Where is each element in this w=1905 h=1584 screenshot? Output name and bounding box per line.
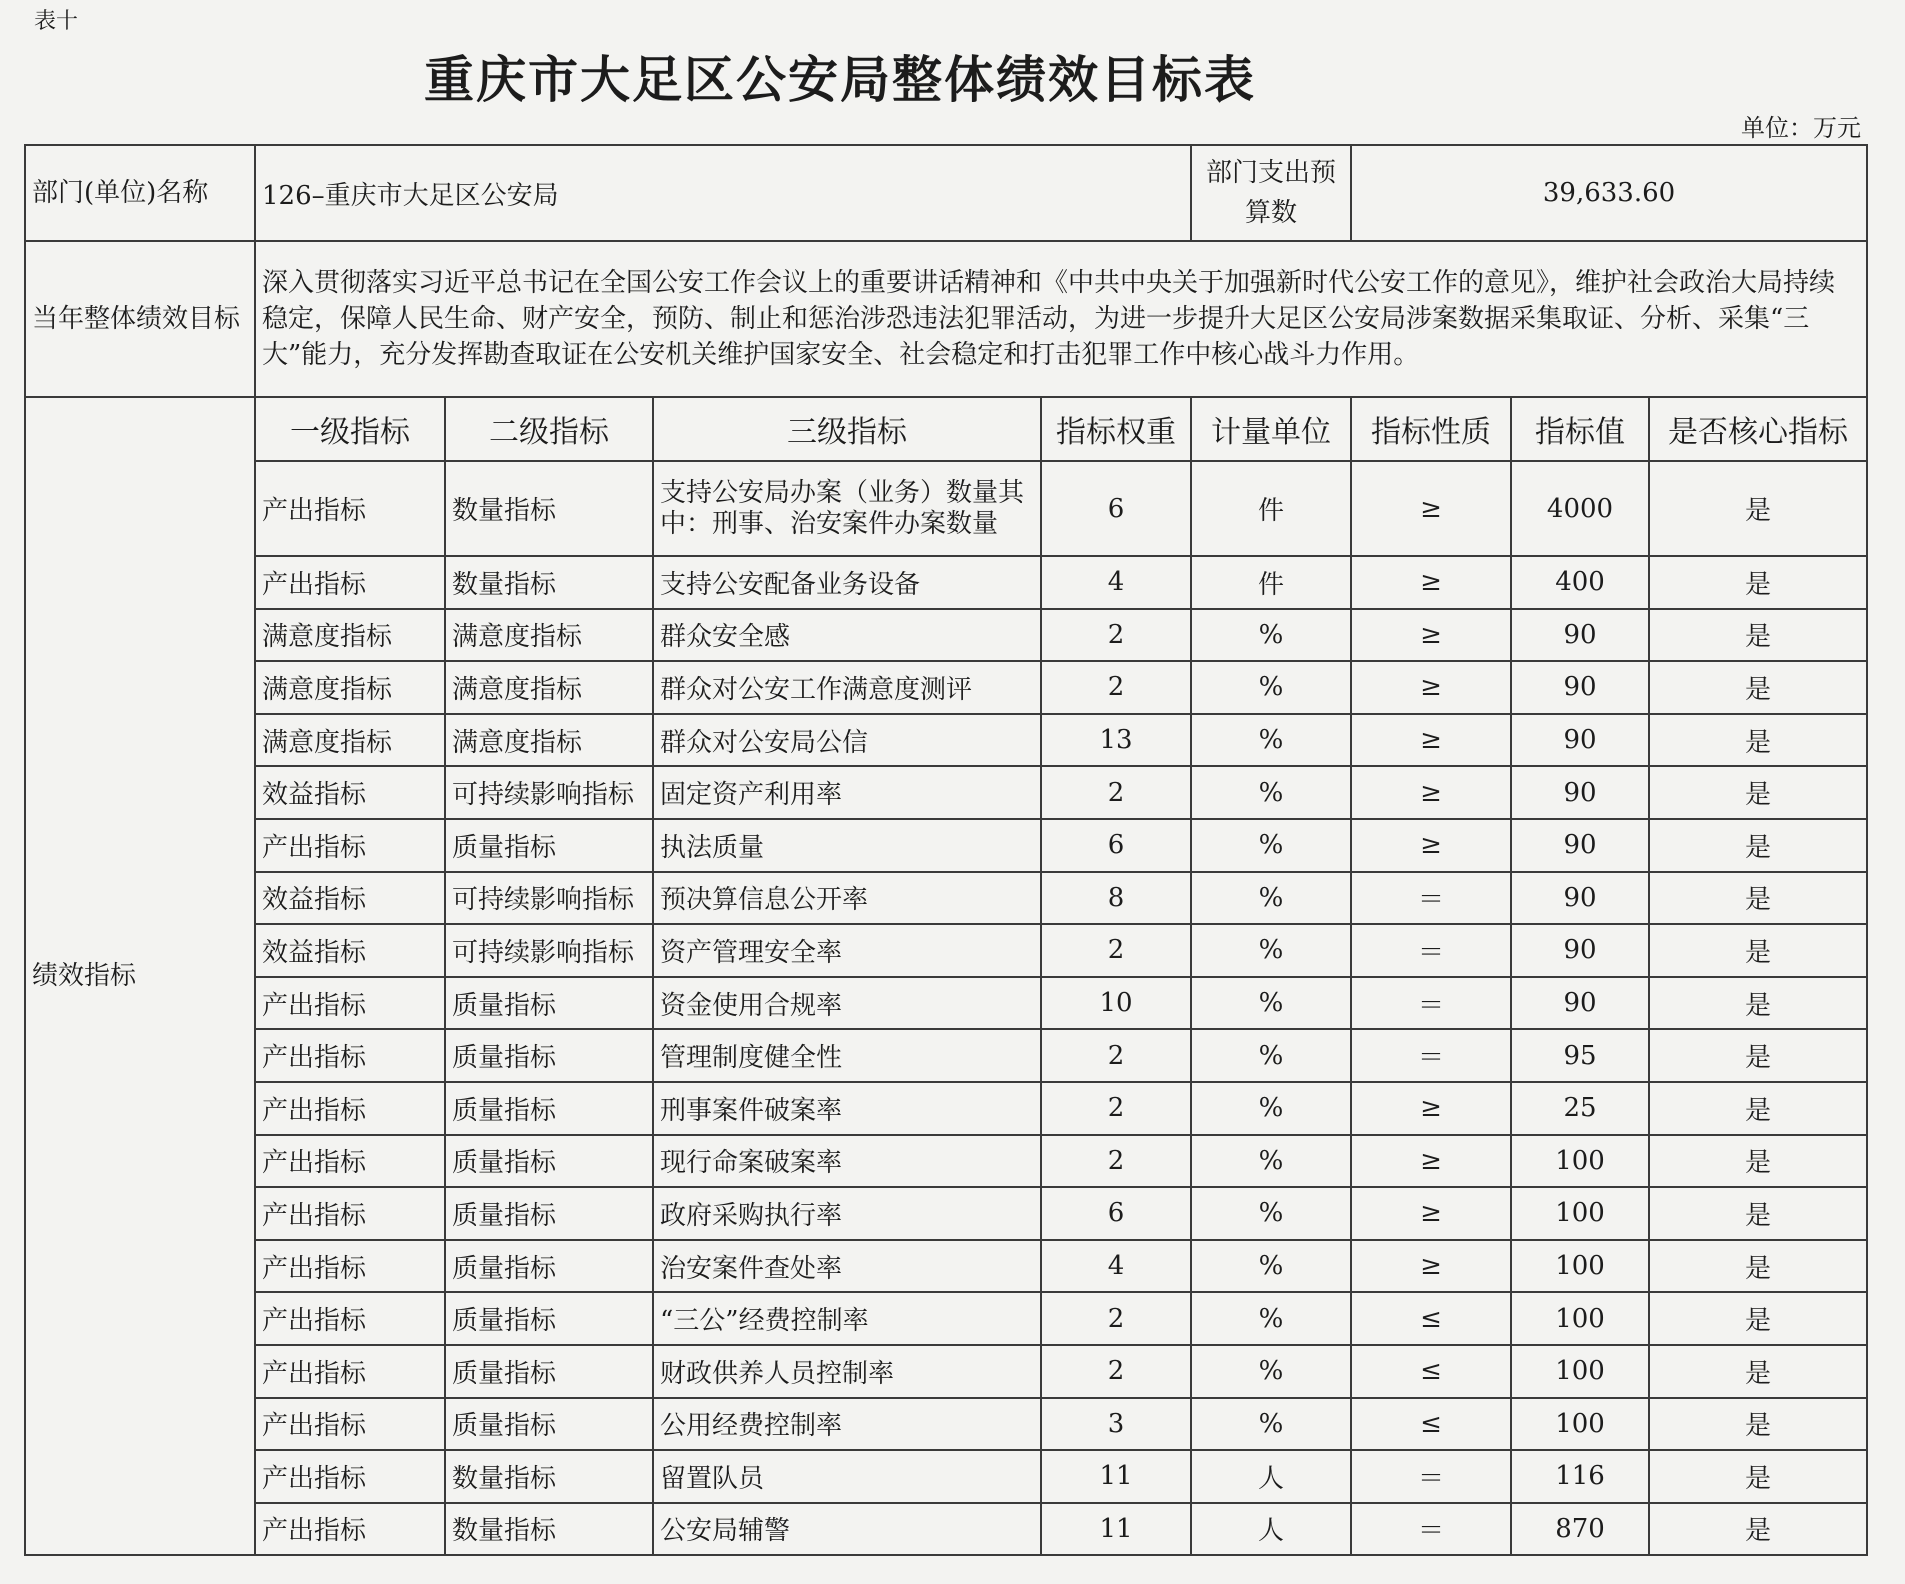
level2-cell: 质量指标	[445, 1398, 653, 1451]
value-cell: 100	[1511, 1187, 1649, 1240]
document-title: 重庆市大足区公安局整体绩效目标表	[424, 50, 1256, 109]
nature-cell: ＝	[1351, 1503, 1511, 1556]
weight-cell: 13	[1041, 714, 1191, 767]
level2-cell: 质量指标	[445, 1135, 653, 1188]
weight-cell: 2	[1041, 924, 1191, 977]
table-row	[25, 1345, 1867, 1398]
table-row	[25, 1082, 1867, 1135]
table-row	[25, 609, 1867, 662]
budget-label: 部门支出预算数	[1191, 145, 1351, 241]
nature-cell: ＝	[1351, 872, 1511, 925]
level1-cell: 产出指标	[255, 1029, 445, 1082]
core-cell: 是	[1649, 977, 1867, 1030]
level3-cell: 群众对公安工作满意度测评	[653, 661, 1041, 714]
nature-cell: ＝	[1351, 1029, 1511, 1082]
header-level2: 二级指标	[445, 397, 653, 461]
weight-cell: 6	[1041, 819, 1191, 872]
level2-cell: 质量指标	[445, 1292, 653, 1345]
value-cell: 4000	[1511, 461, 1649, 556]
level2-cell: 质量指标	[445, 1345, 653, 1398]
unit-cell: %	[1191, 1398, 1351, 1451]
level1-cell: 效益指标	[255, 872, 445, 925]
table-row	[25, 1398, 1867, 1451]
level2-cell: 质量指标	[445, 1029, 653, 1082]
level2-cell: 数量指标	[445, 461, 653, 556]
level3-cell: “三公”经费控制率	[653, 1292, 1041, 1345]
level3-cell: 现行命案破案率	[653, 1135, 1041, 1188]
level1-cell: 满意度指标	[255, 661, 445, 714]
level3-cell: 预决算信息公开率	[653, 872, 1041, 925]
goal-label: 当年整体绩效目标	[25, 241, 255, 397]
level1-cell: 效益指标	[255, 924, 445, 977]
value-cell: 90	[1511, 977, 1649, 1030]
weight-cell: 2	[1041, 661, 1191, 714]
header-unit: 计量单位	[1191, 397, 1351, 461]
table-row	[25, 1187, 1867, 1240]
level3-cell: 固定资产利用率	[653, 766, 1041, 819]
value-cell: 90	[1511, 766, 1649, 819]
level3-cell: 支持公安局办案（业务）数量其中：刑事、治安案件办案数量	[653, 461, 1041, 556]
nature-cell: ≥	[1351, 766, 1511, 819]
level1-cell: 产出指标	[255, 1398, 445, 1451]
unit-cell: %	[1191, 1240, 1351, 1293]
unit-cell: %	[1191, 1082, 1351, 1135]
table-row	[25, 1240, 1867, 1293]
level2-cell: 满意度指标	[445, 714, 653, 767]
value-cell: 95	[1511, 1029, 1649, 1082]
unit-cell: %	[1191, 872, 1351, 925]
unit-cell: %	[1191, 1029, 1351, 1082]
unit-label: 单位：万元	[1741, 114, 1861, 142]
level1-cell: 产出指标	[255, 1345, 445, 1398]
nature-cell: ≤	[1351, 1345, 1511, 1398]
table-row	[25, 714, 1867, 767]
core-cell: 是	[1649, 1450, 1867, 1503]
nature-cell: ≥	[1351, 461, 1511, 556]
unit-cell: 人	[1191, 1450, 1351, 1503]
weight-cell: 11	[1041, 1450, 1191, 1503]
value-cell: 116	[1511, 1450, 1649, 1503]
weight-cell: 8	[1041, 872, 1191, 925]
level3-cell: 公安局辅警	[653, 1503, 1041, 1556]
unit-cell: %	[1191, 1135, 1351, 1188]
table-row	[25, 1135, 1867, 1188]
core-cell: 是	[1649, 714, 1867, 767]
table-row	[25, 661, 1867, 714]
unit-cell: %	[1191, 819, 1351, 872]
table-row	[25, 872, 1867, 925]
level1-cell: 满意度指标	[255, 609, 445, 662]
level1-cell: 产出指标	[255, 1135, 445, 1188]
unit-cell: %	[1191, 1187, 1351, 1240]
level1-cell: 产出指标	[255, 461, 445, 556]
level3-cell: 资产管理安全率	[653, 924, 1041, 977]
core-cell: 是	[1649, 872, 1867, 925]
weight-cell: 2	[1041, 609, 1191, 662]
core-cell: 是	[1649, 461, 1867, 556]
value-cell: 100	[1511, 1345, 1649, 1398]
level3-cell: 支持公安配备业务设备	[653, 556, 1041, 609]
weight-cell: 2	[1041, 1082, 1191, 1135]
value-cell: 90	[1511, 661, 1649, 714]
core-cell: 是	[1649, 1135, 1867, 1188]
level2-cell: 质量指标	[445, 1240, 653, 1293]
level1-cell: 产出指标	[255, 556, 445, 609]
level2-cell: 数量指标	[445, 556, 653, 609]
header-level3: 三级指标	[653, 397, 1041, 461]
table-row	[25, 1029, 1867, 1082]
level3-cell: 政府采购执行率	[653, 1187, 1041, 1240]
value-cell: 90	[1511, 924, 1649, 977]
level2-cell: 质量指标	[445, 1187, 653, 1240]
core-cell: 是	[1649, 556, 1867, 609]
level3-cell: 管理制度健全性	[653, 1029, 1041, 1082]
value-cell: 100	[1511, 1135, 1649, 1188]
header-weight: 指标权重	[1041, 397, 1191, 461]
level1-cell: 产出指标	[255, 1082, 445, 1135]
unit-cell: %	[1191, 661, 1351, 714]
value-cell: 90	[1511, 714, 1649, 767]
core-cell: 是	[1649, 1029, 1867, 1082]
value-cell: 90	[1511, 872, 1649, 925]
nature-cell: ≥	[1351, 1135, 1511, 1188]
level3-cell: 公用经费控制率	[653, 1398, 1041, 1451]
unit-cell: %	[1191, 609, 1351, 662]
table-row	[25, 1450, 1867, 1503]
nature-cell: ＝	[1351, 924, 1511, 977]
value-cell: 870	[1511, 1503, 1649, 1556]
level1-cell: 满意度指标	[255, 714, 445, 767]
level1-cell: 产出指标	[255, 1503, 445, 1556]
value-cell: 100	[1511, 1398, 1649, 1451]
core-cell: 是	[1649, 766, 1867, 819]
level3-cell: 执法质量	[653, 819, 1041, 872]
level1-cell: 产出指标	[255, 1240, 445, 1293]
level1-cell: 产出指标	[255, 977, 445, 1030]
core-cell: 是	[1649, 1345, 1867, 1398]
value-cell: 90	[1511, 819, 1649, 872]
nature-cell: ≤	[1351, 1398, 1511, 1451]
unit-cell: %	[1191, 924, 1351, 977]
weight-cell: 10	[1041, 977, 1191, 1030]
nature-cell: ≥	[1351, 1082, 1511, 1135]
weight-cell: 2	[1041, 1345, 1191, 1398]
perf-indicator-label: 绩效指标	[25, 397, 255, 1555]
level1-cell: 产出指标	[255, 1450, 445, 1503]
level1-cell: 产出指标	[255, 1292, 445, 1345]
unit-cell: %	[1191, 977, 1351, 1030]
nature-cell: ＝	[1351, 1450, 1511, 1503]
core-cell: 是	[1649, 924, 1867, 977]
core-cell: 是	[1649, 1503, 1867, 1556]
level2-cell: 数量指标	[445, 1503, 653, 1556]
table-row	[25, 556, 1867, 609]
level2-cell: 数量指标	[445, 1450, 653, 1503]
dept-name-value: 126–重庆市大足区公安局	[255, 145, 1191, 241]
nature-cell: ≥	[1351, 609, 1511, 662]
level3-cell: 刑事案件破案率	[653, 1082, 1041, 1135]
nature-cell: ＝	[1351, 977, 1511, 1030]
weight-cell: 2	[1041, 1135, 1191, 1188]
level1-cell: 产出指标	[255, 819, 445, 872]
unit-cell: %	[1191, 1292, 1351, 1345]
level2-cell: 满意度指标	[445, 661, 653, 714]
performance-table	[24, 144, 1868, 1556]
unit-cell: %	[1191, 766, 1351, 819]
header-level1: 一级指标	[255, 397, 445, 461]
weight-cell: 2	[1041, 1292, 1191, 1345]
table-row	[25, 1503, 1867, 1556]
dept-name-label: 部门(单位)名称	[25, 145, 255, 241]
core-cell: 是	[1649, 1082, 1867, 1135]
nature-cell: ≥	[1351, 714, 1511, 767]
weight-cell: 6	[1041, 461, 1191, 556]
level2-cell: 可持续影响指标	[445, 766, 653, 819]
table-row	[25, 461, 1867, 556]
weight-cell: 2	[1041, 766, 1191, 819]
unit-cell: 件	[1191, 556, 1351, 609]
nature-cell: ≥	[1351, 819, 1511, 872]
level3-cell: 留置队员	[653, 1450, 1041, 1503]
level2-cell: 质量指标	[445, 819, 653, 872]
weight-cell: 11	[1041, 1503, 1191, 1556]
weight-cell: 4	[1041, 556, 1191, 609]
budget-value: 39,633.60	[1351, 145, 1867, 241]
level3-cell: 群众安全感	[653, 609, 1041, 662]
core-cell: 是	[1649, 661, 1867, 714]
table-row	[25, 766, 1867, 819]
nature-cell: ≥	[1351, 1240, 1511, 1293]
unit-cell: 件	[1191, 461, 1351, 556]
nature-cell: ≥	[1351, 661, 1511, 714]
level3-cell: 资金使用合规率	[653, 977, 1041, 1030]
core-cell: 是	[1649, 1187, 1867, 1240]
level2-cell: 可持续影响指标	[445, 872, 653, 925]
core-cell: 是	[1649, 609, 1867, 662]
weight-cell: 6	[1041, 1187, 1191, 1240]
header-core: 是否核心指标	[1649, 397, 1867, 461]
nature-cell: ≤	[1351, 1292, 1511, 1345]
level2-cell: 满意度指标	[445, 609, 653, 662]
table-number: 表十	[34, 9, 79, 34]
level2-cell: 可持续影响指标	[445, 924, 653, 977]
unit-cell: 人	[1191, 1503, 1351, 1556]
value-cell: 100	[1511, 1240, 1649, 1293]
weight-cell: 4	[1041, 1240, 1191, 1293]
nature-cell: ≥	[1351, 556, 1511, 609]
value-cell: 400	[1511, 556, 1649, 609]
unit-cell: %	[1191, 714, 1351, 767]
nature-cell: ≥	[1351, 1187, 1511, 1240]
value-cell: 100	[1511, 1292, 1649, 1345]
core-cell: 是	[1649, 1398, 1867, 1451]
level1-cell: 效益指标	[255, 766, 445, 819]
level2-cell: 质量指标	[445, 977, 653, 1030]
level2-cell: 质量指标	[445, 1082, 653, 1135]
level1-cell: 产出指标	[255, 1187, 445, 1240]
goal-text: 深入贯彻落实习近平总书记在全国公安工作会议上的重要讲话精神和《中共中央关于加强新时代公安工作的意见》，维护社会政治大局持续稳定，保障人民生命、财产安全，预防、制止和惩治涉恐违法犯罪活动，为进一步提升大足区公安局涉案数据采集取证、分析、采集“三大”能力，充分发挥勘查取证在公安机关维护国家安全、社会稳定和打击犯罪工作中核心战斗力作用。	[255, 241, 1867, 397]
core-cell: 是	[1649, 819, 1867, 872]
header-nature: 指标性质	[1351, 397, 1511, 461]
table-row	[25, 1292, 1867, 1345]
level3-cell: 群众对公安局公信	[653, 714, 1041, 767]
core-cell: 是	[1649, 1292, 1867, 1345]
table-row	[25, 924, 1867, 977]
value-cell: 90	[1511, 609, 1649, 662]
level3-cell: 治安案件查处率	[653, 1240, 1041, 1293]
level3-cell: 财政供养人员控制率	[653, 1345, 1041, 1398]
weight-cell: 2	[1041, 1029, 1191, 1082]
table-row	[25, 819, 1867, 872]
value-cell: 25	[1511, 1082, 1649, 1135]
table-row	[25, 977, 1867, 1030]
header-value: 指标值	[1511, 397, 1649, 461]
weight-cell: 3	[1041, 1398, 1191, 1451]
unit-cell: %	[1191, 1345, 1351, 1398]
core-cell: 是	[1649, 1240, 1867, 1293]
